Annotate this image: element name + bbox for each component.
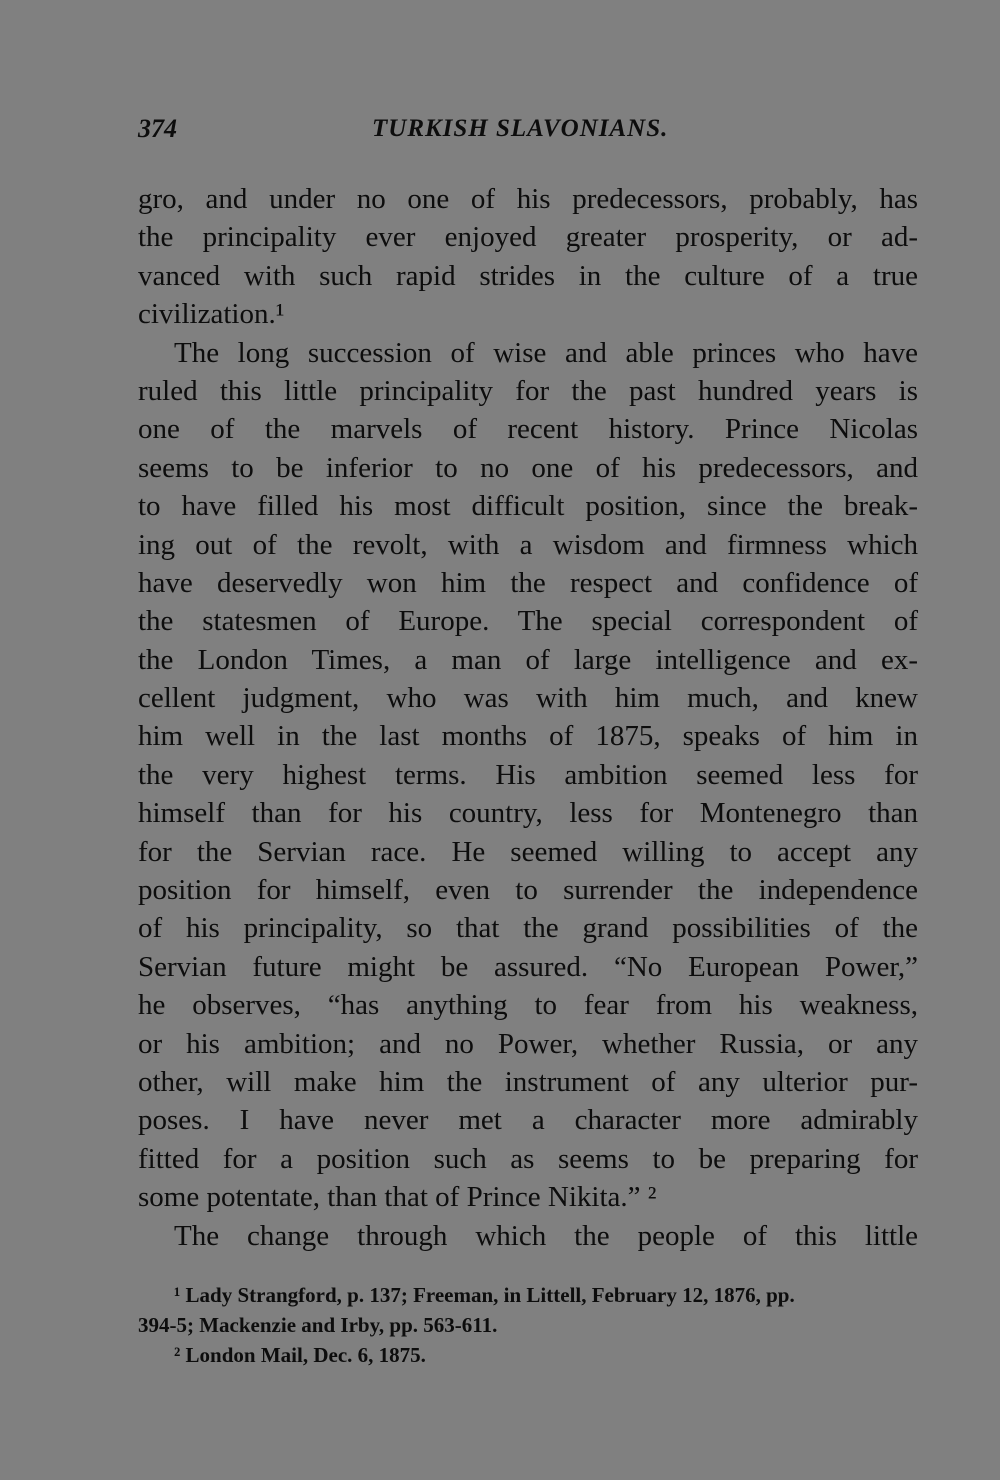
text-line: fitted for a position such as seems to be preparing for [138,1142,918,1175]
footnote-line: ² London Mail, Dec. 6, 1875. [174,1343,426,1367]
body-text [138,180,918,1255]
text-line: the London Times, a man of large intelligence and ex- [138,643,918,676]
text-line: vanced with such rapid strides in the culture of a true [138,259,918,292]
text-line: civilization.¹ [138,298,285,331]
footnote-line: 394-5; Mackenzie and Irby, pp. 563-611. [138,1313,498,1337]
text-line: to have filled his most difficult position, since the break- [138,490,918,523]
text-line: have deservedly won him the respect and confidence of [138,566,918,599]
text-line: The long succession of wise and able princes who have [174,336,918,369]
page-number: 374 [138,114,177,143]
text-line: The change through which the people of this little [174,1219,918,1252]
footnote-line: ¹ Lady Strangford, p. 137; Freeman, in Littell, February 12, 1876, pp. [174,1283,795,1307]
text-line: the very highest terms. His ambition seemed less for [138,758,918,791]
text-line: ing out of the revolt, with a wisdom and firmness which [138,528,918,561]
text-line: or his ambition; and no Power, whether Russia, or any [138,1027,918,1060]
text-line: the statesmen of Europe. The special correspondent of [138,605,918,638]
text-line: him well in the last months of 1875, speaks of him in [138,720,918,753]
text-line: gro, and under no one of his predecessors, probably, has [138,183,918,215]
text-line: himself than for his country, less for Montenegro than [138,797,918,830]
text-line: one of the marvels of recent history. Prince Nicolas [138,413,918,446]
text-line: seems to be inferior to no one of his predecessors, and [138,451,918,484]
text-line: other, will make him the instrument of any ulterior pur- [138,1065,918,1098]
text-line: the principality ever enjoyed greater prosperity, or ad- [138,221,918,254]
text-line: some potentate, than that of Prince Nikita.” ² [138,1181,657,1214]
text-line: poses. I have never met a character more admirably [138,1104,918,1137]
running-head: TURKISH SLAVONIANS. [372,115,669,142]
text-line: cellent judgment, who was with him much, and knew [138,682,918,715]
text-line: of his principality, so that the grand possibilities of the [138,912,918,945]
text-line: ruled this little principality for the past hundred years is [138,374,918,407]
text-line: he observes, “has anything to fear from his weakness, [138,989,918,1022]
text-line: for the Servian race. He seemed willing to accept any [138,835,918,868]
footnotes [138,1280,918,1370]
text-line: position for himself, even to surrender the independence [138,874,918,907]
text-line: Servian future might be assured. “No European Power,” [138,950,918,983]
